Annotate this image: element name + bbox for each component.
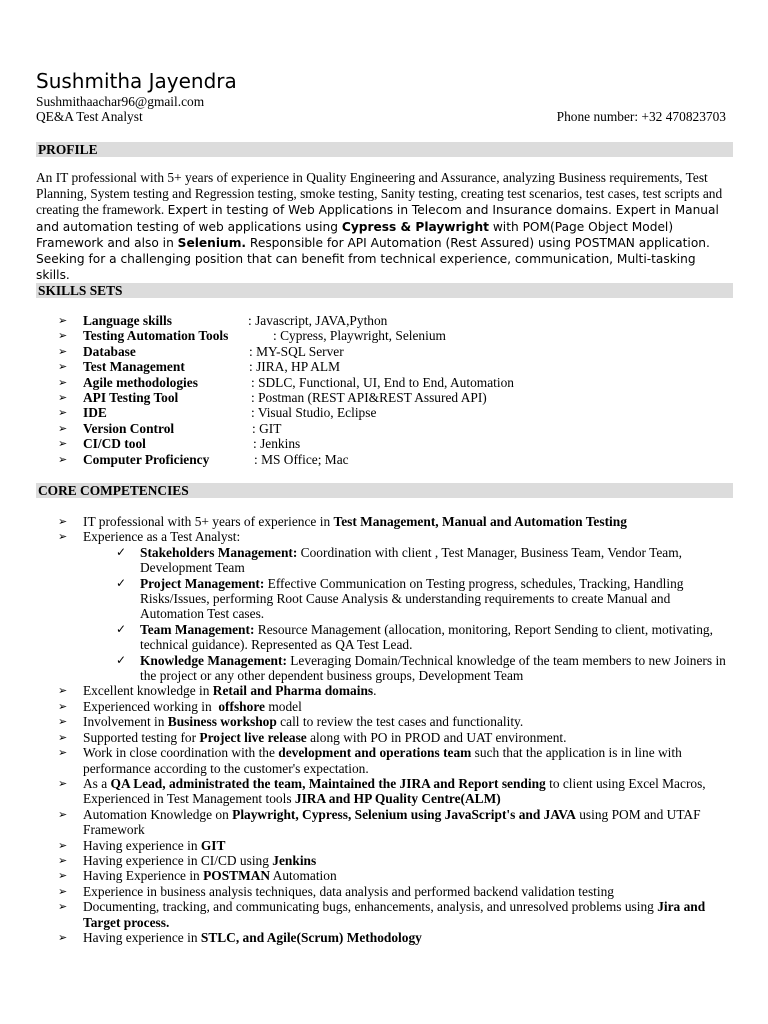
arrow-bullet-icon: ➢ bbox=[58, 329, 68, 343]
item-text: Experienced working in bbox=[83, 698, 219, 714]
skill-label: Version Control bbox=[83, 420, 175, 436]
competencies-list bbox=[0, 514, 768, 945]
item-text-bold: Test Management, Manual and Automation Testing bbox=[333, 514, 627, 529]
job-title: QE&A Test Analyst bbox=[36, 109, 143, 124]
item-text: Work in close coordination with the bbox=[83, 745, 279, 761]
item-text: such that the application is in line with performance according to the customer's expectation. bbox=[83, 745, 682, 776]
item-text: IT professional with 5+ years of experience in bbox=[83, 514, 334, 529]
arrow-bullet-icon: ➢ bbox=[58, 730, 68, 744]
item-text: Involvement in bbox=[83, 714, 168, 730]
sub-item-title: Team Management: bbox=[140, 621, 255, 637]
sub-list-item bbox=[0, 653, 768, 684]
list-item bbox=[0, 853, 768, 868]
skill-value: : MY-SQL Server bbox=[249, 343, 344, 359]
skill-row bbox=[0, 359, 768, 374]
item-text: Having experience in CI/CD using bbox=[83, 852, 273, 868]
profile-heading: PROFILE bbox=[36, 142, 733, 157]
item-text-bold: JIRA and HP Quality Centre(ALM) bbox=[294, 791, 501, 807]
arrow-bullet-icon: ➢ bbox=[58, 530, 68, 544]
arrow-bullet-icon: ➢ bbox=[58, 684, 68, 698]
arrow-bullet-icon: ➢ bbox=[58, 437, 68, 451]
item-text-bold: Business workshop bbox=[167, 714, 277, 730]
skill-label: Computer Proficiency bbox=[83, 451, 210, 467]
item-text: to client using Excel Macros, Experienced in Test Management tools bbox=[83, 775, 706, 807]
skill-label: API Testing Tool bbox=[83, 389, 179, 405]
skill-value: : SDLC, Functional, UI, End to End, Automation bbox=[251, 374, 514, 390]
list-item bbox=[0, 838, 768, 853]
item-text: using POM and UTAF Framework bbox=[83, 806, 701, 838]
checkmark-icon: ✓ bbox=[116, 575, 127, 590]
list-item bbox=[0, 884, 768, 899]
arrow-bullet-icon: ➢ bbox=[58, 375, 68, 389]
item-text: Having experience in bbox=[83, 929, 201, 945]
item-text: Having Experience in bbox=[83, 868, 204, 884]
skill-value: : Cypress, Playwright, Selenium bbox=[273, 328, 446, 344]
sub-item-title: Knowledge Management: bbox=[140, 652, 287, 668]
item-text-bold: Retail and Pharma domains bbox=[212, 683, 374, 699]
profile-text-1: An IT professional with 5+ years of experience in Quality Engineering and Assurance, analyzing Business requirements, Test Planning, System testing and Regression testing, smoke testing, Sanity testing, creating test scenarios, test cases, test scripts and creating the framework. bbox=[36, 170, 723, 218]
arrow-bullet-icon: ➢ bbox=[58, 838, 68, 852]
item-text: . bbox=[373, 683, 377, 699]
item-text-bold: POSTMAN bbox=[203, 868, 271, 884]
arrow-bullet-icon: ➢ bbox=[58, 406, 68, 420]
arrow-bullet-icon: ➢ bbox=[58, 715, 68, 729]
skill-value: : Visual Studio, Eclipse bbox=[251, 405, 377, 421]
item-text-bold: Jira and Target process. bbox=[83, 899, 706, 930]
skill-label: CI/CD tool bbox=[83, 436, 146, 452]
skill-row bbox=[0, 375, 768, 390]
item-text: Documenting, tracking, and communicating bugs, enhancements, analysis, and unresolved problems using bbox=[83, 899, 658, 915]
skill-value: : Javascript, JAVA,Python bbox=[248, 313, 388, 328]
sub-list-item bbox=[0, 576, 768, 622]
arrow-bullet-icon: ➢ bbox=[58, 515, 68, 528]
skill-label: Test Management bbox=[83, 359, 185, 375]
sub-item-title: Stakeholders Management: bbox=[140, 544, 298, 560]
skill-value: : GIT bbox=[252, 420, 282, 436]
skill-value: : MS Office; Mac bbox=[254, 451, 349, 467]
item-text: model bbox=[264, 698, 302, 714]
sub-item-text: Leveraging Domain/Technical knowledge of the team members to new Joiners in the project or any other dependent business groups, Development Team bbox=[140, 652, 726, 684]
item-text: Experience in business analysis techniques, data analysis and performed backend validation testing bbox=[83, 883, 615, 899]
list-item bbox=[0, 899, 768, 930]
sub-list-item bbox=[0, 545, 768, 576]
list-item bbox=[0, 730, 768, 745]
sub-item-title: Project Management: bbox=[140, 575, 265, 591]
profile-text-4: Responsible for API Automation (Rest Assured) using POSTMAN application. Seeking for a challenging position that can benefit from technical experience, communication, Multi-tasking skills. bbox=[36, 235, 710, 283]
arrow-bullet-icon: ➢ bbox=[58, 452, 68, 466]
skill-value: : Postman (REST API&REST Assured API) bbox=[251, 389, 487, 405]
sub-list-item bbox=[0, 622, 768, 653]
checkmark-icon: ✓ bbox=[116, 544, 127, 559]
sub-item-text: Resource Management (allocation, monitoring, Report Sending to client, motivating, technical guidance). Represented as QA Test Lead. bbox=[140, 621, 713, 653]
skill-label: Language skills bbox=[83, 313, 172, 328]
email-address: Sushmithaachar96@gmail.com bbox=[36, 94, 205, 109]
skills-list bbox=[0, 313, 768, 467]
arrow-bullet-icon: ➢ bbox=[58, 930, 68, 944]
item-text-bold: offshore bbox=[218, 698, 265, 714]
item-text-bold: STLC, and Agile(Scrum) Methodology bbox=[200, 929, 422, 945]
skills-heading: SKILLS SETS bbox=[36, 283, 733, 298]
list-item bbox=[0, 514, 768, 529]
arrow-bullet-icon: ➢ bbox=[58, 699, 68, 713]
item-text: Excellent knowledge in bbox=[83, 683, 213, 699]
list-item bbox=[0, 714, 768, 729]
skill-row bbox=[0, 313, 768, 328]
sub-item-text: Coordination with client , Test Manager, Business Team, Vendor Team, Development Team bbox=[140, 544, 682, 576]
profile-text-3-bold: Selenium. bbox=[177, 235, 247, 250]
item-text: Having experience in bbox=[83, 837, 201, 853]
item-text-bold: Project live release bbox=[199, 729, 307, 745]
arrow-bullet-icon: ➢ bbox=[58, 884, 68, 898]
list-item bbox=[0, 529, 768, 544]
skill-row bbox=[0, 405, 768, 420]
item-text: As a bbox=[83, 775, 111, 791]
sub-item-text: Effective Communication on Testing progress, schedules, Tracking, Handling Risks/Issues, performing Root Cause Analysis & understanding requirements to create Manual and Automation Test cases. bbox=[140, 575, 684, 622]
list-item bbox=[0, 930, 768, 945]
skill-label: Agile methodologies bbox=[83, 374, 198, 390]
list-item bbox=[0, 683, 768, 698]
item-text: along with PO in PROD and UAT environment. bbox=[306, 729, 567, 745]
arrow-bullet-icon: ➢ bbox=[58, 869, 68, 883]
profile-text-3: with POM(Page Object Model) Framework and also in bbox=[36, 219, 674, 250]
checkmark-icon: ✓ bbox=[116, 652, 127, 667]
item-text-bold: development and operations team bbox=[278, 745, 472, 761]
skill-row bbox=[0, 344, 768, 359]
profile-text-2-bold: Cypress & Playwright bbox=[341, 219, 489, 234]
item-text: call to review the test cases and functionality. bbox=[276, 714, 524, 730]
arrow-bullet-icon: ➢ bbox=[58, 900, 68, 914]
item-text-bold: QA Lead, administrated the team, Maintained the JIRA and Report sending bbox=[110, 775, 546, 791]
item-text: Experience as a Test Analyst: bbox=[83, 529, 241, 545]
competencies-heading: CORE COMPETENCIES bbox=[36, 483, 733, 498]
item-text-bold: GIT bbox=[200, 837, 226, 853]
arrow-bullet-icon: ➢ bbox=[58, 853, 68, 867]
candidate-name: Sushmitha Jayendra bbox=[36, 69, 237, 93]
arrow-bullet-icon: ➢ bbox=[58, 390, 68, 404]
skill-label: Database bbox=[83, 343, 136, 359]
arrow-bullet-icon: ➢ bbox=[58, 746, 68, 760]
arrow-bullet-icon: ➢ bbox=[58, 344, 68, 358]
skill-row bbox=[0, 390, 768, 405]
item-text-bold: Playwright, Cypress, Selenium using JavaScript's and JAVA bbox=[232, 806, 576, 822]
item-text: Automation Knowledge on bbox=[83, 806, 233, 822]
list-item bbox=[0, 745, 768, 776]
item-text: Automation bbox=[270, 868, 337, 884]
skill-row bbox=[0, 452, 768, 467]
list-item bbox=[0, 807, 768, 838]
list-item bbox=[0, 699, 768, 714]
profile-paragraph bbox=[36, 170, 730, 283]
arrow-bullet-icon: ➢ bbox=[58, 776, 68, 790]
arrow-bullet-icon: ➢ bbox=[58, 421, 68, 435]
skill-label: IDE bbox=[83, 405, 107, 421]
item-text: Supported testing for bbox=[83, 729, 200, 745]
skill-row bbox=[0, 421, 768, 436]
arrow-bullet-icon: ➢ bbox=[58, 360, 68, 374]
arrow-bullet-icon: ➢ bbox=[58, 807, 68, 821]
phone-number: Phone number: +32 470823703 bbox=[556, 109, 726, 124]
list-item bbox=[0, 776, 768, 807]
arrow-bullet-icon: ➢ bbox=[58, 314, 68, 327]
item-text-bold: Jenkins bbox=[272, 852, 317, 868]
checkmark-icon: ✓ bbox=[116, 621, 127, 636]
skill-row bbox=[0, 436, 768, 451]
skill-row bbox=[0, 328, 768, 343]
profile-text-2: Expert in testing of Web Applications in Telecom and Insurance domains. Expert in Manual and automation testing of web applications using bbox=[36, 203, 719, 234]
skill-value: : JIRA, HP ALM bbox=[249, 359, 341, 375]
skill-value: : Jenkins bbox=[253, 436, 301, 452]
skill-label: Testing Automation Tools bbox=[83, 328, 229, 344]
list-item bbox=[0, 868, 768, 883]
